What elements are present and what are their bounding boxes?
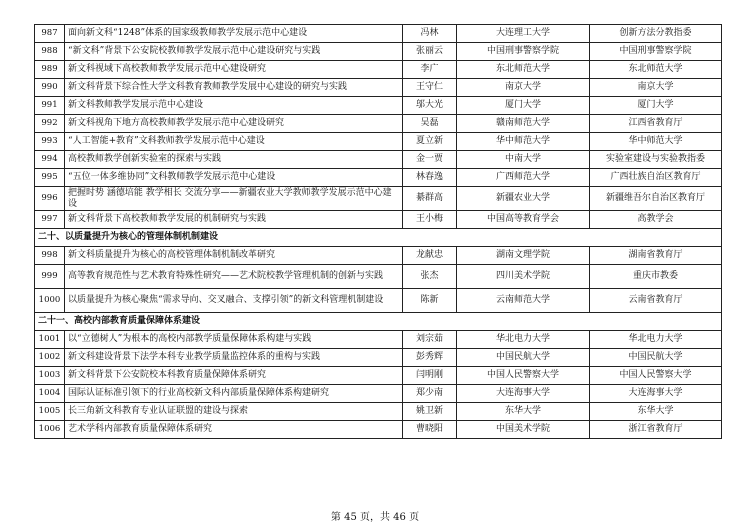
table-row (35, 61, 722, 79)
project-leader: 吴磊 (403, 115, 457, 133)
project-title: 新文科视域下高校教师教学发展示范中心建设研究 (65, 61, 403, 79)
project-institution: 中南大学 (457, 151, 590, 169)
table-row (35, 421, 722, 439)
table-row (35, 289, 722, 313)
project-title: “新文科”背景下公安院校教师教学发展示范中心建设研究与实践 (65, 43, 403, 61)
project-title: 国际认证标准引领下的行业高校新文科内部质量保障体系构建研究 (65, 385, 403, 403)
project-institution: 四川美术学院 (457, 265, 590, 289)
project-title: “人工智能+教育”文科教师教学发展示范中心建设 (65, 133, 403, 151)
project-leader: 王小梅 (403, 211, 457, 229)
project-leader: 陈新 (403, 289, 457, 313)
project-institution: 赣南师范大学 (457, 115, 590, 133)
table-row (35, 79, 722, 97)
project-leader: 张杰 (403, 265, 457, 289)
project-leader: 金一贾 (403, 151, 457, 169)
project-title: 长三角新文科教育专业认证联盟的建设与探索 (65, 403, 403, 421)
project-leader: 曹晓阳 (403, 421, 457, 439)
project-institution: 中国美术学院 (457, 421, 590, 439)
project-title: 面向新文科“1248”体系的国家级教师教学发展示范中心建设 (65, 25, 403, 43)
project-leader: 夏立新 (403, 133, 457, 151)
project-list-table (34, 24, 722, 439)
project-number: 1003 (35, 367, 65, 385)
table-row (35, 265, 722, 289)
project-title: 新文科建设背景下法学本科专业教学质量监控体系的重构与实践 (65, 349, 403, 367)
project-number: 1005 (35, 403, 65, 421)
project-number: 998 (35, 247, 65, 265)
recommending-unit: 重庆市教委 (590, 265, 722, 289)
recommending-unit: 南京大学 (590, 79, 722, 97)
recommending-unit: 中国人民警察大学 (590, 367, 722, 385)
table-row (35, 187, 722, 211)
project-institution: 中国民航大学 (457, 349, 590, 367)
project-leader: 冯林 (403, 25, 457, 43)
section-title: 二十一、高校内部教育质量保障体系建设 (35, 313, 722, 331)
project-title: 新文科视角下地方高校教师教学发展示范中心建设研究 (65, 115, 403, 133)
project-title: 新文科背景下高校教师教学发展的机制研究与实践 (65, 211, 403, 229)
recommending-unit: 广西壮族自治区教育厅 (590, 169, 722, 187)
recommending-unit: 高教学会 (590, 211, 722, 229)
page-footer (0, 508, 750, 523)
recommending-unit: 实验室建设与实验教指委 (590, 151, 722, 169)
project-leader: 彭秀辉 (403, 349, 457, 367)
section-title: 二十、以质量提升为核心的管理体制机制建设 (35, 229, 722, 247)
table-row (35, 133, 722, 151)
table-row (35, 115, 722, 133)
project-leader: 姚卫新 (403, 403, 457, 421)
project-number: 991 (35, 97, 65, 115)
recommending-unit: 华中师范大学 (590, 133, 722, 151)
table-row (35, 349, 722, 367)
table-row (35, 331, 722, 349)
project-number: 989 (35, 61, 65, 79)
project-institution: 中国人民警察大学 (457, 367, 590, 385)
project-leader: 郑少南 (403, 385, 457, 403)
project-institution: 大连理工大学 (457, 25, 590, 43)
recommending-unit: 大连海事大学 (590, 385, 722, 403)
project-leader: 龙献忠 (403, 247, 457, 265)
project-institution: 云南师范大学 (457, 289, 590, 313)
project-title: 高校教师教学创新实验室的探索与实践 (65, 151, 403, 169)
table-row (35, 97, 722, 115)
recommending-unit: 湖南省教育厅 (590, 247, 722, 265)
recommending-unit: 中国民航大学 (590, 349, 722, 367)
project-institution: 厦门大学 (457, 97, 590, 115)
project-leader: 李广 (403, 61, 457, 79)
table-row (35, 43, 722, 61)
project-number: 1004 (35, 385, 65, 403)
table-row (35, 247, 722, 265)
project-number: 996 (35, 187, 65, 211)
project-institution: 南京大学 (457, 79, 590, 97)
project-title: 新文科教师教学发展示范中心建设 (65, 97, 403, 115)
table-row (35, 403, 722, 421)
project-number: 987 (35, 25, 65, 43)
recommending-unit: 厦门大学 (590, 97, 722, 115)
project-title: 艺术学科内部教育质量保障体系研究 (65, 421, 403, 439)
recommending-unit: 浙江省教育厅 (590, 421, 722, 439)
project-institution: 东华大学 (457, 403, 590, 421)
table-row (35, 211, 722, 229)
project-number: 1006 (35, 421, 65, 439)
table-row (35, 169, 722, 187)
project-institution: 大连海事大学 (457, 385, 590, 403)
section-header-row (35, 313, 722, 331)
project-number: 1002 (35, 349, 65, 367)
project-institution: 广西师范大学 (457, 169, 590, 187)
project-number: 1001 (35, 331, 65, 349)
project-leader: 闫明刚 (403, 367, 457, 385)
project-number: 988 (35, 43, 65, 61)
project-number: 997 (35, 211, 65, 229)
project-title: 以“立德树人”为根本的高校内部教学质量保障体系构建与实践 (65, 331, 403, 349)
project-leader: 林春逸 (403, 169, 457, 187)
recommending-unit: 江西省教育厅 (590, 115, 722, 133)
recommending-unit: 东北师范大学 (590, 61, 722, 79)
project-title: 新文科背景下综合性大学文科教育教师教学发展中心建设的研究与实践 (65, 79, 403, 97)
table-row (35, 385, 722, 403)
table-row (35, 25, 722, 43)
project-institution: 华中师范大学 (457, 133, 590, 151)
recommending-unit: 华北电力大学 (590, 331, 722, 349)
project-number: 1000 (35, 289, 65, 313)
project-title: 新文科质量提升为核心的高校管理体制机制改革研究 (65, 247, 403, 265)
recommending-unit: 云南省教育厅 (590, 289, 722, 313)
project-title: 高等教育规范性与艺术教育特殊性研究——艺术院校教学管理机制的创新与实践 (65, 265, 403, 289)
project-number: 992 (35, 115, 65, 133)
project-leader: 张丽云 (403, 43, 457, 61)
project-institution: 新疆农业大学 (457, 187, 590, 211)
section-header-row (35, 229, 722, 247)
project-number: 990 (35, 79, 65, 97)
recommending-unit: 中国刑事警察学院 (590, 43, 722, 61)
project-title: 新文科背景下公安院校本科教育质量保障体系研究 (65, 367, 403, 385)
project-institution: 湖南文理学院 (457, 247, 590, 265)
recommending-unit: 新疆维吾尔自治区教育厅 (590, 187, 722, 211)
project-leader: 綦群高 (403, 187, 457, 211)
project-institution: 华北电力大学 (457, 331, 590, 349)
project-leader: 刘宗茹 (403, 331, 457, 349)
page-number: 第 45 页，共 46 页 (330, 512, 420, 523)
project-title: “五位一体多维协同”文科教师教学发展示范中心建设 (65, 169, 403, 187)
project-institution: 中国刑事警察学院 (457, 43, 590, 61)
project-institution: 东北师范大学 (457, 61, 590, 79)
recommending-unit: 东华大学 (590, 403, 722, 421)
project-leader: 王守仁 (403, 79, 457, 97)
project-institution: 中国高等教育学会 (457, 211, 590, 229)
project-number: 999 (35, 265, 65, 289)
project-leader: 邬大光 (403, 97, 457, 115)
project-number: 995 (35, 169, 65, 187)
project-title: 以质量提升为核心聚焦“需求导向、交叉融合、支撑引领”的新文科管理机制建设 (65, 289, 403, 313)
project-title: 把握时势 涵德培能 教学相长 交流分享——新疆农业大学教师教学发展示范中心建设 (65, 187, 403, 211)
project-number: 994 (35, 151, 65, 169)
recommending-unit: 创新方法分教指委 (590, 25, 722, 43)
project-number: 993 (35, 133, 65, 151)
table-row (35, 151, 722, 169)
table-row (35, 367, 722, 385)
